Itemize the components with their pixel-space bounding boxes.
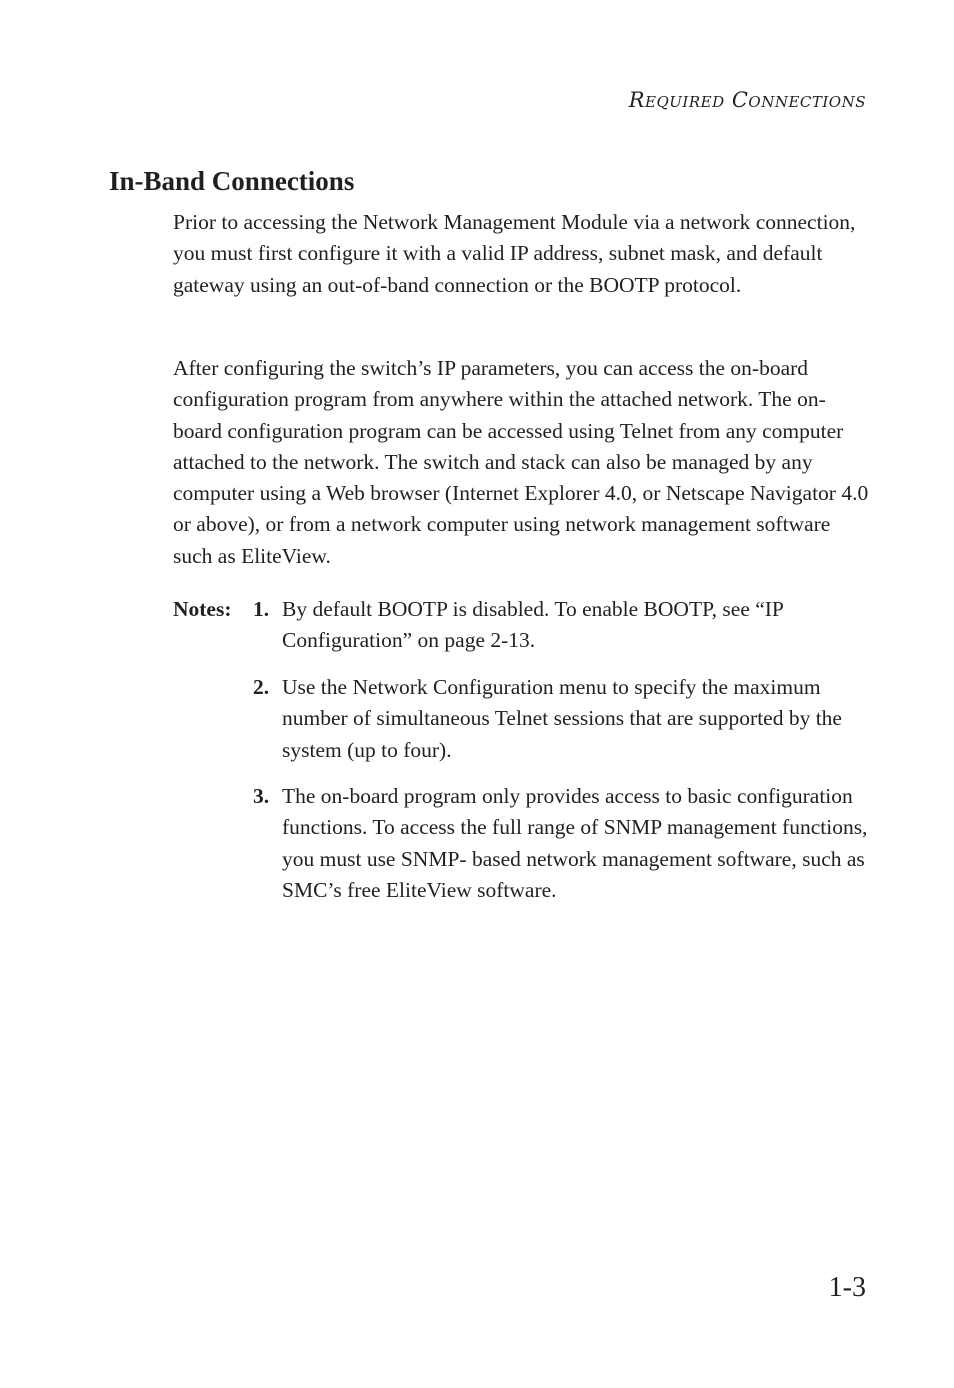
notes-label: Notes: — [173, 597, 232, 621]
header-r: R — [628, 88, 646, 112]
note-text: The on-board program only provides access to basic configuration functions. To access the full range of SNMP management functions, you must use SNMP- based network management software, such as SMC’s free EliteView software. — [282, 784, 868, 902]
note-item — [253, 781, 873, 906]
note-number: 1. — [253, 597, 270, 621]
note-text: Use the Network Configuration menu to specify the maximum number of simultaneous Telnet sessions that are supported by the system (up to four). — [282, 675, 842, 762]
note-text: By default BOOTP is disabled. To enable BOOTP, see “IP Configuration” on page 2-13. — [282, 597, 784, 653]
page-number: 1-3 — [828, 1272, 866, 1303]
note-item — [253, 672, 873, 766]
header-c: C — [731, 88, 749, 112]
header-onnections: ONNECTIONS — [748, 93, 866, 111]
section-title: In-Band Connections — [109, 166, 355, 196]
running-header — [629, 88, 866, 112]
note-item — [253, 594, 873, 657]
header-equired: EQUIRED — [645, 93, 725, 111]
note-number: 3. — [253, 784, 270, 808]
paragraph-prior-to-accessing: Prior to accessing the Network Management Module via a network connection, you must first configure it with a valid IP address, subnet mask, and default gateway using an out-of-band connection or the BOOTP protocol. — [173, 210, 856, 297]
note-number: 2. — [253, 675, 270, 699]
paragraph-after-configuring: After configuring the switch’s IP parameters, you can access the on-board configuration program from anywhere within the attached network. The on-board configuration program can be accessed using Telnet from any computer attached to the network. The switch and stack can also be managed by any computer using a Web browser (Internet Explorer 4.0, or Netscape Navigator 4.0 or above), or from a network computer using network management software such as EliteView. — [173, 356, 869, 568]
